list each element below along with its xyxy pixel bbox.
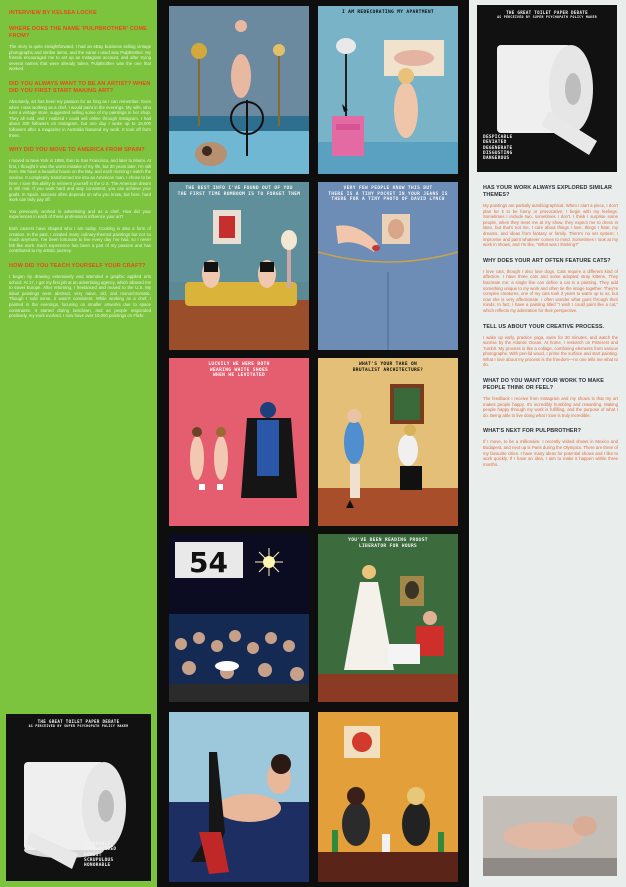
answer-paragraph: Both careers have shaped who I am today. Cooking is also a form of creation. In the past, I created many culinary-themed paintings but not so much anymore. I've been fortunate to live every day I've had, so I never felt like work. Each experience has been a part of my passion and has contributed to my artistic journey. (9, 226, 151, 254)
answer-paragraph: I began by drawing extensively and attended a graphic applied arts school. At 17, I got my first job at an advertising agency, which allowed me to travel Europe. After returning, I freelanced and moved to the U.S. My initial paintings were abstract, very naive, old, and monochromatic. Though I sold some, it wasn't consistent. While working as a chef, I painted in the evenings, focusing on smaller artworks due to space constraints. It started during lockdown, and as people responded positively, my work evolved. I now have over 10,000 paintings on Flickr. (9, 274, 151, 319)
answer-paragraph: My paintings are partially autobiographical. When I start a piece, I don't plan for it to be funny or provocative; I begin with my feelings. Sometimes I include two, sometimes I don't. I think I surprise some people, when they meet me at my show, they expect me to dress in latex, but that's not me. I care about things I love, things I hate, my dreams, and ideas from fantasy or family. There's no set system; I improvise and paint whatever comes to mind. Sometimes I look at my work in shows, and I'm like, "What was I thinking?" (483, 203, 618, 248)
question-heading: WHAT DO YOU WANT YOUR WORK TO MAKE PEOPLE THINK OR FEEL? (483, 378, 604, 392)
studio-54-sign: 54 (189, 546, 228, 579)
question-heading: WHY DOES YOUR ART OFTEN FEATURE CATS? (483, 257, 611, 264)
right-text-column (469, 0, 626, 887)
painting-white-dress (318, 534, 458, 702)
painting-sofa-women (169, 182, 309, 350)
painting-redecorating-apartment (318, 6, 458, 174)
question-heading: WHY DID YOU MOVE TO AMERICA FROM SPAIN? (9, 147, 145, 154)
painting-levitating-man (169, 358, 309, 526)
painting-studio-54-crowd (169, 534, 309, 702)
answer-paragraph: If I move, to be a millionaire. I recently visited shows in Mexico and Budapest, and next up is Paris during the Olympics. There are three of my favourite cities. I have many ideas for potential shows and I like to work quickly. If I have an idea, I aim to make it happen within three months. (483, 439, 618, 467)
answer-paragraph: I wake up early, practice yoga, swim for 30 minutes, and watch the sunrise by the Atlantic Ocean. At home, I research on Pinterest and Tumblr. My process is like a collage, combining elements from various photographs. With pen-lid wood, I prime the surface and start painting. What I love about my process is the freedom—no one tells me what to do. (483, 334, 618, 368)
left-article-text (9, 10, 151, 325)
question-heading: DID YOU ALWAYS WANT TO BE AN ARTIST? WHEN DID YOU FIRST START MAKING ART? (9, 80, 151, 94)
painting-brutalist-architecture (318, 358, 458, 526)
question-heading: HAS YOUR WORK ALWAYS EXPLORED SIMILAR THEMES? (483, 185, 612, 198)
painting-caption: THE GREAT TOILET PAPER DEBATE AS PERCEIVED BY SUPER PSYCHOPATH POLICY MAKER (497, 10, 597, 19)
painting-toilet-paper-honorable (6, 714, 151, 881)
painting-jeans-pocket (318, 182, 458, 350)
answer-paragraph: I moved to New York in 1986, then to San Francisco, and later to Miami. At first, I thought it was the worst mistake of my life, but 30 years later, I'm still here. We have a beautiful house on the Bay, and each morning I watch the sunrise. It completely transformed me into an American man, I chose to be here. I love this ability to reinvent yourself in the U.S. The American dream is still real. If you work hard and stay consistent, you can achieve your goals. In Spain, success often depends on who you know, but here, hard work can truly pay off. (9, 158, 151, 203)
left-text-column (0, 0, 157, 887)
answer-paragraph: The feedback I receive from Instagram and my shows is that my art makes people happy. It's incredibly humbling and rewarding. Making people happy through my work is fulfilling, and the purpose of what I do. Being able to live doing what I love is truly incredible. (483, 396, 618, 418)
painting-cyclist (169, 6, 309, 174)
painting-caption: LUCKILY WE WERE BOTH WEARING WHITE SHOES WHEN HE LEVITATED (208, 362, 270, 379)
answer-paragraph: The story is quite straightforward, I had an eBay business selling vintage photographs and similar items, and the name I used was PulpBrother. My friends encouraged me to set up an Instagram account, and after trying several names that were already taken, PulpBrother was the one that worked. (9, 44, 151, 72)
question-heading: HOW DID YOU TEACH YOURSELF YOUR CRAFT? (9, 263, 146, 270)
byline: INTERVIEW BY KELSEA LOCKE (9, 10, 97, 16)
painting-reclining-woman-boots (169, 712, 309, 882)
painting-reclining-figure (483, 796, 617, 876)
painting-caption: THE GREAT TOILET PAPER DEBATE AS PERCEIVED BY SUPER PSYCHOPATH POLICY MAKER (28, 719, 129, 728)
right-article-text (483, 185, 618, 473)
painting-caption: VERY FEW PEOPLE KNOW THIS BUT THERE IS A TINY POCKET IN YOUR JEANS IS THERE FOR A TINY PHOTO OF DAVID LYNCH (328, 186, 448, 203)
answer-paragraph: You previously worked in advertising and as a chef. How did your experiences in each of these professions influence your art? (9, 208, 151, 220)
question-heading: WHERE DOES THE NAME 'PULPBROTHER' COME FROM? (9, 26, 147, 39)
painting-caption: YOU'VE BEEN READING PROUST LIBERATOR FOR HOURS (348, 538, 428, 549)
painting-bar-women (318, 712, 458, 882)
painting-word-list: HONORABLE HIGH-MINDED HONEST SCRUPULOUS HONORABLE (84, 842, 117, 869)
answer-paragraph: Absolutely, art has been my passion for as long as I can remember. Even when I was working as a chef, I would paint in the evenings. My wife, who runs a vintage store, suggested selling some of my paintings in her shop. They all sold, and I realized I could sell online through Instagram. I had about 300 followers on Instagram, but one day I woke up to 15,000 followers after a magazine in Australia featured my work. It took off from there. (9, 98, 151, 138)
painting-caption: I AM REDECORATING MY APARTMENT (342, 10, 434, 15)
painting-word-list: DESPICABLE DEVIATED DEGENERATE DISGUSTING DANGEROUS (483, 135, 513, 162)
question-heading: TELL US ABOUT YOUR CREATIVE PROCESS. (483, 323, 605, 330)
painting-toilet-paper-despicable (477, 5, 617, 172)
painting-caption: THE BEST INFO I'VE FOUND OUT OF YOU THE FIRST TIME ROMBOOM IS TO FORGET THEM (177, 186, 301, 197)
painting-caption: WHAT'S YOUR TAKE ON BRUTALIST ARCHITECTURE? (352, 362, 424, 373)
question-heading: WHAT'S NEXT FOR PULPBROTHER? (483, 428, 582, 435)
answer-paragraph: I love cats, though I also love dogs. Cats require a different kind of affection. I have three cats and some adopted stray kittens. They fascinate me: a single line can define a cat in a painting. They add something unique to my work and often tie the image together. They're complex creatures, one of my cats took 3 years to warm up to us, but now she is very affectionate. I often wonder what goes through their minds. In fact, I have a painting titled "I wish I could paint like a cat," which reflects my admiration for their perspective. (483, 268, 618, 313)
